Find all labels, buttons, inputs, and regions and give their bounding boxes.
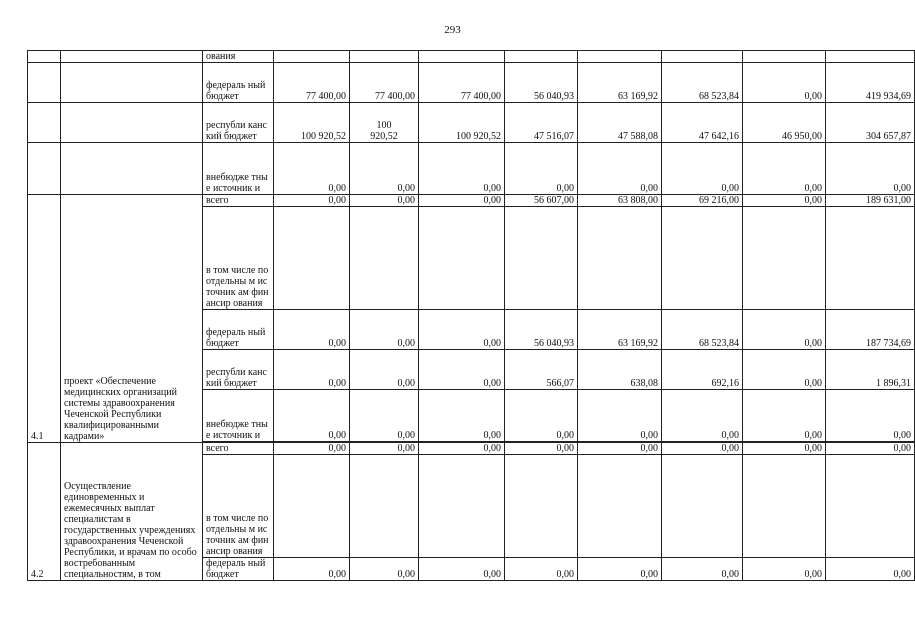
source-label: внебюдже тные источник и bbox=[203, 390, 274, 442]
value-cell: 0,00 bbox=[743, 195, 826, 207]
value-cell: 189 631,00 bbox=[826, 195, 915, 207]
value-part: 920,52 bbox=[370, 131, 398, 142]
value-cell: 0,00 bbox=[826, 558, 915, 581]
source-label: федераль ный бюджет bbox=[203, 310, 274, 350]
value-cell: 0,00 bbox=[662, 558, 743, 581]
value-cell: 46 950,00 bbox=[743, 103, 826, 143]
value-cell: 0,00 bbox=[662, 143, 743, 195]
value-cell: 0,00 bbox=[350, 390, 419, 442]
value-cell: 47 588,08 bbox=[578, 103, 662, 143]
value-cell: 0,00 bbox=[662, 443, 743, 455]
value-cell: 0,00 bbox=[274, 350, 350, 390]
value-cell: 0,00 bbox=[826, 390, 915, 442]
source-label: федераль ный бюджет bbox=[203, 558, 274, 581]
value-cell: 56 607,00 bbox=[505, 195, 578, 207]
value-cell: 100 920,52 bbox=[419, 103, 505, 143]
value-cell: 47 642,16 bbox=[662, 103, 743, 143]
value-cell: 0,00 bbox=[419, 195, 505, 207]
value-cell: 0,00 bbox=[350, 443, 419, 455]
value-cell: 0,00 bbox=[578, 390, 662, 442]
value-cell: 0,00 bbox=[743, 350, 826, 390]
value-cell: 68 523,84 bbox=[662, 310, 743, 350]
table-row bbox=[28, 443, 915, 455]
value-cell: 638,08 bbox=[578, 350, 662, 390]
value-cell: 0,00 bbox=[826, 143, 915, 195]
source-label: федераль ный бюджет bbox=[203, 63, 274, 103]
table-row bbox=[28, 51, 915, 63]
value-cell: 0,00 bbox=[743, 143, 826, 195]
row-title-cell bbox=[61, 51, 203, 63]
value-cell: 0,00 bbox=[350, 558, 419, 581]
value-cell: 1 896,31 bbox=[826, 350, 915, 390]
value-cell: 77 400,00 bbox=[350, 63, 419, 103]
value-cell: 0,00 bbox=[419, 390, 505, 442]
value-cell: 0,00 bbox=[505, 390, 578, 442]
value-cell: 0,00 bbox=[274, 310, 350, 350]
table-row bbox=[28, 103, 915, 143]
source-label: в том числе по отдельны м источник ам финансир ования bbox=[203, 207, 274, 310]
source-label: всего bbox=[203, 443, 274, 455]
value-cell: 419 934,69 bbox=[826, 63, 915, 103]
value-cell: 0,00 bbox=[505, 143, 578, 195]
page-number: 293 bbox=[444, 24, 461, 36]
value-cell: 0,00 bbox=[578, 443, 662, 455]
source-label: республи канский бюджет bbox=[203, 350, 274, 390]
table-row bbox=[28, 63, 915, 103]
value-cell: 0,00 bbox=[350, 310, 419, 350]
value-cell: 47 516,07 bbox=[505, 103, 578, 143]
value-cell: 63 808,00 bbox=[578, 195, 662, 207]
value-cell: 0,00 bbox=[419, 350, 505, 390]
value-cell: 0,00 bbox=[743, 443, 826, 455]
value-cell bbox=[350, 103, 419, 143]
value-cell: 0,00 bbox=[662, 390, 743, 442]
table-row bbox=[28, 143, 915, 195]
value-cell: 0,00 bbox=[505, 558, 578, 581]
row-num-cell bbox=[28, 51, 61, 63]
value-cell: 0,00 bbox=[743, 558, 826, 581]
value-cell: 0,00 bbox=[743, 390, 826, 442]
value-cell: 0,00 bbox=[419, 558, 505, 581]
value-part: 100 bbox=[376, 120, 392, 131]
value-cell: 0,00 bbox=[350, 350, 419, 390]
value-cell: 0,00 bbox=[350, 195, 419, 207]
source-label: республи канский бюджет bbox=[203, 103, 274, 143]
source-label: внебюдже тные источник и bbox=[203, 143, 274, 195]
budget-table bbox=[27, 50, 915, 581]
value-cell: 69 216,00 bbox=[662, 195, 743, 207]
value-cell: 304 657,87 bbox=[826, 103, 915, 143]
source-label: всего bbox=[203, 195, 274, 207]
value-cell: 0,00 bbox=[419, 443, 505, 455]
table-row bbox=[28, 195, 915, 207]
value-cell: 0,00 bbox=[578, 558, 662, 581]
section-title: Осуществление единовременных и ежемесячных выплат специалистам в государственных учреждениях здравоохранения Чеченской Республики, и врачам по особо востребованным специальностям, в том bbox=[61, 443, 203, 581]
value-cell: 68 523,84 bbox=[662, 63, 743, 103]
value-cell: 100 920,52 bbox=[274, 103, 350, 143]
value-cell: 56 040,93 bbox=[505, 63, 578, 103]
value-cell: 0,00 bbox=[419, 143, 505, 195]
value-cell: 692,16 bbox=[662, 350, 743, 390]
source-label: ования bbox=[203, 51, 274, 63]
value-cell: 63 169,92 bbox=[578, 63, 662, 103]
value-cell: 0,00 bbox=[274, 390, 350, 442]
value-cell: 0,00 bbox=[743, 310, 826, 350]
value-cell: 0,00 bbox=[578, 143, 662, 195]
value-cell: 0,00 bbox=[274, 195, 350, 207]
source-label: в том числе по отдельны м источник ам финансир ования bbox=[203, 455, 274, 558]
value-cell: 0,00 bbox=[505, 443, 578, 455]
value-cell: 0,00 bbox=[743, 63, 826, 103]
value-cell: 0,00 bbox=[274, 443, 350, 455]
value-cell: 0,00 bbox=[826, 443, 915, 455]
value-cell: 56 040,93 bbox=[505, 310, 578, 350]
value-cell: 0,00 bbox=[419, 310, 505, 350]
value-cell: 566,07 bbox=[505, 350, 578, 390]
value-cell: 0,00 bbox=[274, 143, 350, 195]
value-cell: 63 169,92 bbox=[578, 310, 662, 350]
section-number: 4.2 bbox=[28, 443, 61, 581]
value-cell: 187 734,69 bbox=[826, 310, 915, 350]
value-cell: 77 400,00 bbox=[419, 63, 505, 103]
section-number: 4.1 bbox=[28, 195, 61, 443]
value-cell: 77 400,00 bbox=[274, 63, 350, 103]
value-cell: 0,00 bbox=[274, 558, 350, 581]
value-cell: 0,00 bbox=[350, 143, 419, 195]
section-title: проект «Обеспечение медицинских организаций системы здравоохранения Чеченской Республики квалифицированными кадрами» bbox=[61, 195, 203, 443]
